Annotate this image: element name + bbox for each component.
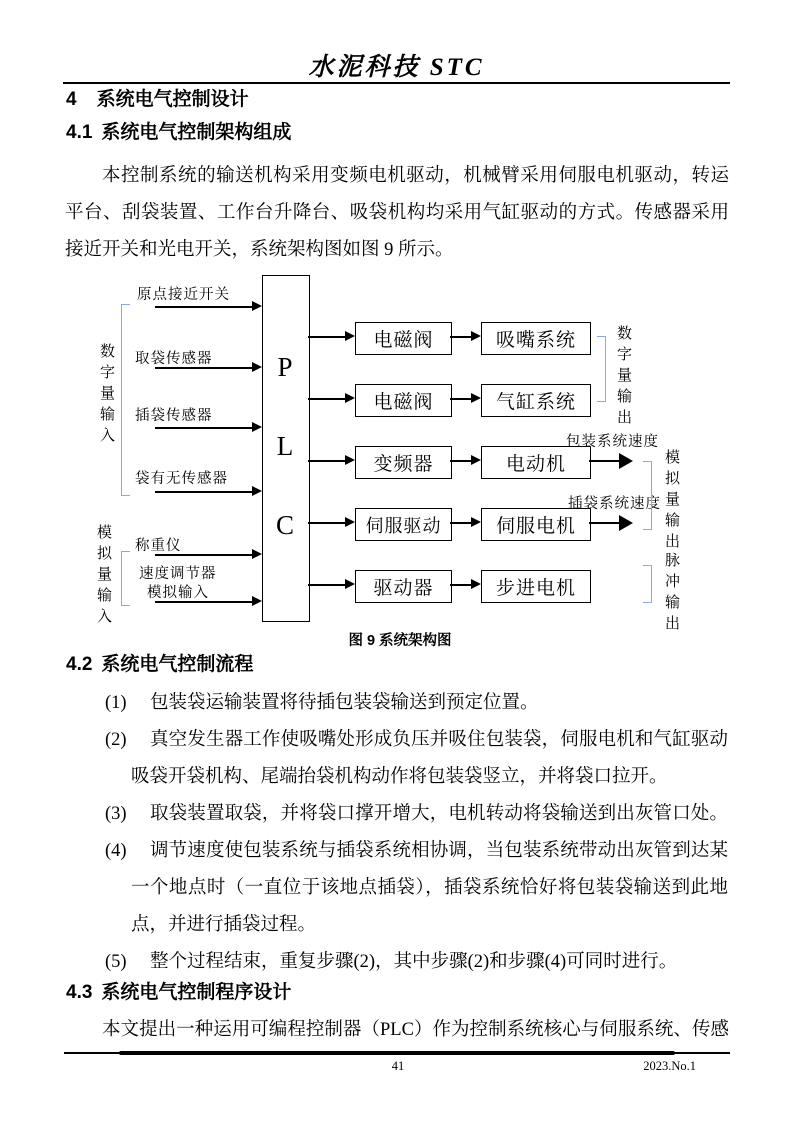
heading-4-title: 系统电气控制设计 <box>96 89 249 110</box>
heading-4-1-title: 系统电气控制架构组成 <box>101 122 292 143</box>
issue-label: 2023.No.1 <box>643 1059 696 1073</box>
driver-device-arrow <box>450 584 471 586</box>
input-arrow <box>155 306 252 308</box>
heading-4-number: 4 <box>66 89 77 110</box>
analog-input-bracket <box>121 551 130 606</box>
list-item-line: 取袋装置取袋，并将袋口撑开增大，电机转动将袋输送到出灰管口处。 <box>150 804 728 824</box>
plc-letter-l: L <box>276 431 294 461</box>
page-number: 41 <box>391 1059 405 1073</box>
driver-box: 驱动器 <box>355 570 452 603</box>
list-item-line: 一个地点时（一直位于该地点插袋），插袋系统恰好将包装袋输送到此地 <box>131 878 728 898</box>
input-arrow <box>155 601 252 603</box>
driver-device-arrow <box>450 336 471 338</box>
heading-4 <box>66 88 249 112</box>
list-item-number: (5) <box>105 952 127 972</box>
list-item-line: 整个过程结束，重复步骤(2)，其中步骤(2)和步骤(4)可同时进行。 <box>150 952 678 972</box>
driver-box: 伺服驱动 <box>355 508 452 541</box>
input-label: 原点接近开关 <box>137 287 230 303</box>
plc-output-arrow <box>308 522 345 524</box>
analog-output-bracket <box>643 461 652 530</box>
signal-label: 包装系统速度 <box>566 434 659 450</box>
journal-title: 水泥科技 STC <box>308 54 485 81</box>
driver-box: 电磁阀 <box>355 322 452 355</box>
input-arrow <box>155 367 252 369</box>
heading-4-2 <box>66 653 253 677</box>
list-item-number: (1) <box>105 693 127 713</box>
paragraph-4-1-line: 本控制系统的输送机构采用变频电机驱动，机械臂采用伺服电机驱动，转运 <box>102 166 729 186</box>
heading-4-2-number: 4.2 <box>66 654 93 675</box>
driver-box: 变频器 <box>355 446 452 479</box>
device-box: 步进电机 <box>481 570 591 603</box>
input-arrow <box>155 554 252 556</box>
digital-output-bracket <box>597 336 606 402</box>
plc-letter-p: P <box>277 352 293 382</box>
list-item-line: 真空发生器工作使吸嘴处形成负压并吸住包装袋，伺服电机和气缸驱动 <box>150 730 728 750</box>
list-item-number: (3) <box>105 804 127 824</box>
plc-output-arrow <box>308 398 345 400</box>
heading-4-2-title: 系统电气控制流程 <box>101 654 254 675</box>
heading-4-3-number: 4.3 <box>66 982 93 1003</box>
analog-input-group-label: 模拟量输入 <box>95 524 111 629</box>
plc-output-arrow <box>308 584 345 586</box>
input-arrow <box>155 427 252 429</box>
figure-caption: 图 9 系统架构图 <box>348 633 452 649</box>
list-item-line: 吸袋开袋机构、尾端抬袋机构动作将包装袋竖立，并将袋口拉开。 <box>131 767 668 787</box>
driver-device-arrow <box>450 460 471 462</box>
analog-output-arrow <box>589 522 619 524</box>
heading-4-1 <box>66 121 291 145</box>
driver-box: 电磁阀 <box>355 384 452 417</box>
input-label: 插袋传感器 <box>135 408 213 424</box>
pulse-output-group-label: 脉冲输出 <box>663 552 679 636</box>
device-box: 气缸系统 <box>481 384 591 417</box>
signal-label: 插袋系统速度 <box>568 496 661 512</box>
list-item-number: (4) <box>105 841 127 861</box>
list-item-number: (2) <box>105 730 127 750</box>
input-label: 速度调节器 <box>139 566 217 582</box>
input-arrow <box>155 491 252 493</box>
heading-4-1-number: 4.1 <box>66 122 93 143</box>
heading-4-3-title: 系统电气控制程序设计 <box>101 982 292 1003</box>
paragraph-4-1-line: 接近开关和光电开关，系统架构图如图 9 所示。 <box>65 240 454 260</box>
input-label: 袋有无传感器 <box>135 471 228 487</box>
list-item-line: 调节速度使包装系统与插袋系统相协调，当包装系统带动出灰管到达某 <box>150 841 728 861</box>
input-label: 称重仪 <box>135 538 182 554</box>
device-box: 电动机 <box>481 446 591 479</box>
input-label: 取袋传感器 <box>135 351 213 367</box>
device-box: 伺服电机 <box>481 508 591 541</box>
analog-output-group-label: 模拟量输出 <box>663 449 679 554</box>
paragraph-4-1-line: 平台、刮袋装置、工作台升降台、吸袋机构均采用气缸驱动的方式。传感器采用 <box>65 203 729 223</box>
heading-4-3 <box>66 981 291 1005</box>
list-item-line: 点，并进行插袋过程。 <box>131 915 317 935</box>
pulse-output-bracket <box>643 565 652 603</box>
digital-input-group-label: 数字量输入 <box>98 343 114 448</box>
plc-output-arrow <box>308 460 345 462</box>
digital-output-group-label: 数字量输出 <box>615 325 631 430</box>
plc-letter-c: C <box>275 510 294 540</box>
device-box: 吸嘴系统 <box>481 322 591 355</box>
driver-device-arrow <box>450 522 471 524</box>
footer-rule <box>64 1052 730 1054</box>
input-label: 模拟输入 <box>147 585 209 601</box>
list-item-line: 包装袋运输装置将待插包装袋输送到预定位置。 <box>150 693 539 713</box>
digital-input-bracket <box>121 304 130 496</box>
analog-output-arrow <box>589 460 619 462</box>
paragraph-4-3-line: 本文提出一种运用可编程控制器（PLC）作为控制系统核心与伺服系统、传感 <box>102 1020 729 1040</box>
driver-device-arrow <box>450 398 471 400</box>
plc-output-arrow <box>308 336 345 338</box>
header-rule <box>63 82 730 84</box>
